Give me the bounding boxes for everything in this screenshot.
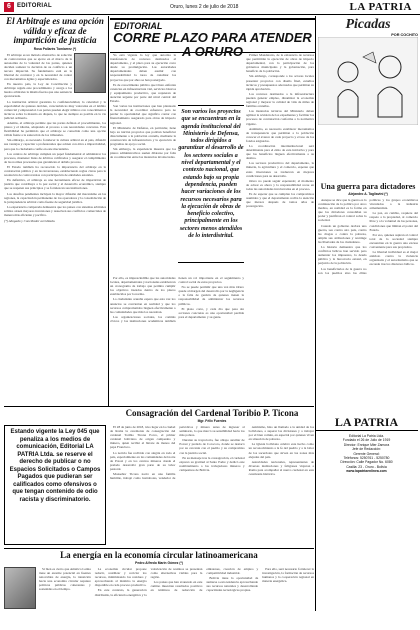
masthead-info	[315, 434, 418, 474]
masthead-line: Jefe de Redacción:	[351, 447, 382, 452]
cartoon-caption: POR COCHITO	[391, 33, 418, 37]
cartoon-illustration	[318, 37, 418, 125]
editorial-pull-quote: Son varios los proyectos que se encuentran en la agenda institucional del Ministerio de Defensa, todos dirigidos a garantizar el desarrollo de los sectores sociales a nivel departamental y el contexto nacional, que estando bajo su propia dependencia, pueden hacer variaciones de los recursos necesarios para la ejecución de obras de beneficio colectivo, principalmente en los sectores menos atendidos de lo interdistrital.	[178, 105, 244, 263]
left-article-body: El arbitraje es un método alternativo de solución de controversias que se ejerce en el marco de la autonomía de la voluntad de las partes, quienes deciden someter la decisión de su conflicto a un tercero imparcial. Su fundamento está en la libertad de contratar y en la necesidad de contar con mecanismos ágiles y especializados. En nuestro país, la Ley de Conciliación y Arbitraje regula este procedimiento y otorga a los laudos arbitrales la misma fuerza que una sentencia ejecutoriada.	[4, 52, 72, 99]
right-article-title: Una guerra para dictadores	[320, 182, 416, 191]
right-article	[318, 182, 418, 410]
cartoon-panel	[318, 17, 418, 132]
masthead-brand: LA PATRIA	[315, 415, 418, 431]
masthead-line: Fundado el 26 de Julio de 1919	[342, 438, 391, 443]
masthead-line: Teléfonos: 5250761 - 5250780	[343, 456, 390, 461]
legal-notice-text: Estando vigente la Ley 045 que penaliza a los medios de comunicación, Editorial LA PATRIA Ltda. se reserve el derecho de publicar o no Espacios Solicitados o Campos Pagados que pudieran ser calificados como ofensivos o que tengan contenido de odio racista y discriminatorio.	[9, 429, 101, 503]
bottom-article-body: Si bien es cierto que América Latina tiene un enorme potencial en fuentes renovables de energía, la transición hacia una economía circular requiere políticas públicas coherentes y sostenidas en el tiempo. La economía circular propone reducir, reutilizar y reciclar los recursos, minimizando los residuos y aprovechando al máximo la energía disponible en cada proceso productivo. En este contexto, la generación distribuida, la eficiencia energética y la valorización de residuos se presentan como alternativas viables para la región. Los países que han avanzado en este camino muestran resultados positivos en términos de reducción de emisiones, creación de empleo y competitividad industrial. Bolivia tiene la oportunidad de sumarse a esta tendencia aprovechando sus recursos naturales y desarrollando capacidades tecnológicas propias. Para ello, será necesario fortalecer la investigación, la formación de recursos humanos y la cooperación regional en materia energética.	[39, 567, 314, 597]
left-article-title: El Arbitraje es una opción válida y eficaz de impartición de justicia	[6, 17, 104, 45]
masthead-line: Gerente General:	[353, 451, 380, 456]
editorial-header	[110, 18, 315, 59]
section-divider	[4, 548, 314, 549]
bottom-article	[4, 550, 314, 628]
author-photo	[74, 53, 106, 93]
center-article-author: Mgr. Félix Fuentes	[197, 419, 227, 423]
masthead-line: Dirección: Calle Pagador No. 6080	[340, 460, 393, 465]
masthead-website: www.lapatriaenlinea.com	[346, 469, 387, 474]
page-header	[0, 0, 420, 15]
editorial-col-3: Primer Mandatario, de la existencia de recursos que permitirán la ejecución de obras de impacto departamental, con la participación de los gobiernos municipales y la gobernación, para beneficio de la población. Sin embargo, corresponde a los actores locales presentar proyectos con diseño final, estudios técnicos y presupuestos adecuados que permitan su rápida aprobación. Los recursos destinados a la infraestructura pueden generar empleo, dinamizar la economía regional y mejorar la calidad de vida de miles de familias orureñas. Las instancias técnicas del Ministerio deben agilizar la revisión de los expedientes y facilitar los procesos de contratación conforme a la normativa vigente. Asimismo, es necesario establecer mecanismos de transparencia que permitan a la población conocer el avance de cada proyecto y el uso de los fondos asignados. La coordinación interinstitucional será determinante para el éxito de esta iniciativa y para que los beneficios lleguen efectivamente a su destino. Los sectores productivos del departamento, la minería, la agricultura y el comercio, esperan que estas inversiones se traduzcan en mejores condiciones para su desarrollo. Oruro no puede seguir esperando; el momento de actuar es ahora y la responsabilidad recae en todas las autoridades involucradas en el proceso. Es de esperar que se cumplan los compromisos asumidos y que el departamento reciba la atención que merece después de tantos años de postergación.	[246, 53, 314, 209]
column-divider	[108, 16, 109, 406]
newspaper-brand: LA PATRIA	[349, 1, 412, 13]
left-article-body-cont: La institución arbitral garantiza la confidencialidad, la celeridad y la especialidad de quienes deciden, características muy valoradas en el ámbito comercial y empresarial. Las partes pueden elegir árbitros con conocimientos técnicos sobre la materia en disputa, lo que no siempre es posible en la vía judicial ordinaria. Además, el arbitraje permite que las partes definan el procedimiento, los plazos y el idioma, adaptando el proceso a sus necesidades concretas. Esta flexibilidad ha permitido que el arbitraje se consolide como una opción válida frente a la saturación de los tribunales. Sin embargo, es necesario fortalecer la cultura arbitral en el país, difundir sus ventajas y capacitar a profesionales que actúen con ética e imparcialidad, para que la ciudadanía confíe en este mecanismo. Los centros de arbitraje cumplen un papel fundamental al administrar los procesos, mantener listas de árbitros calificados y asegurar el cumplimiento de las normas procesales que garantizan el debido proceso. El Estado también ha reconocido la importancia del arbitraje en la contratación pública y en las inversiones, estableciendo reglas claras para la resolución de controversias con participación de entidades estatales. En definitiva, el arbitraje es una herramienta eficaz de impartición de justicia que contribuye a la paz social y al desarrollo económico, siempre que se respeten sus principios y se fortalezcan sus instituciones. Los desafíos pendientes incluyen la mayor difusión del mecanismo en las regiones, la capacitación permanente de los operadores y la consolidación de la jurisprudencia arbitral como fuente de seguridad jurídica. La experiencia comparada demuestra que los países con sistemas arbitrales sólidos atraen mayores inversiones y resuelven sus conflictos comerciales de manera más eficiente y pacífica.	[4, 99, 106, 217]
bottom-article-author: Pedro Alfredo Marin Gómez (*)	[135, 561, 183, 565]
center-article-body: El 28 de junio de 2018, tuvo lugar en la ciudad de Roma la ceremonia de consagración del cardenal Toribio Ticona Porco, el primer cardenal boliviano de origen campesino y minero, quien recibió el birrete de manos del papa Francisco. La noticia fue recibida con alegría en todo el país, especialmente en las comunidades del norte de Potosí y en los centros mineros donde el prelado desarrolló gran parte de su labor pastoral. Monseñor Ticona nació en una familia humilde, trabajó como lustrabotas, vendedor de periódicos y minero antes de ingresar al seminario, lo que marcó su sensibilidad hacia los más pobres. Durante su trayectoria, fue obispo auxiliar de Potosí y prelado de Corocoro, donde se destacó por su cercanía con el pueblo y su compromiso con la justicia social. En su mensaje tras la consagración, el cardenal expresó su gratitud al Santo Padre y dedicó este nombramiento a los trabajadores mineros y campesinos de Bolivia. Asimismo, hizo un llamado a la unidad de los bolivianos, a superar las divisiones y a trabajar por el bien común, en especial por quienes viven en situación de pobreza. La Iglesia boliviana celebró este hecho como un reconocimiento a la fe del pueblo y a la labor de los sacerdotes que sirven en las zonas más alejadas del país. Autoridades nacionales, representantes de diversas instituciones y feligreses viajaron a Roma para acompañar al nuevo cardenal en esta ceremonia histórica.	[110, 425, 314, 481]
left-article-footnote: (*) Abogado y Conciliador acreditado.	[4, 219, 56, 224]
masthead-line: Editorial La Patria Ltda.	[348, 434, 385, 438]
cartoon-title: Picadas	[345, 17, 391, 32]
editorial-label: EDITORIAL	[114, 21, 163, 31]
bottom-article-title: La energía en la economía circular latinoamericana	[60, 550, 258, 560]
editorial-title: CORRE PLAZO PARA ATENDER A ORURO	[113, 30, 312, 59]
masthead-line: Casilla: 23 - Oruro - Bolivia	[346, 464, 387, 469]
center-article-title: Consagración del Cardenal Toribio P. Ticona	[125, 408, 299, 418]
editorial-col-1: Ya está vigente la ley que autoriza la transferencia de recursos destinados al departamento, y el plazo para su ejecución corre desde su promulgación. Las autoridades departamentales deben asumir con responsabilidad la tarea de canalizar los proyectos que por años se han postergado. Es de conocimiento público que Oruro enfrenta carencias en infraestructura vial, servicios básicos y equipamiento productivo, que requieren de atención urgente por parte del nivel central del Estado. Son varias las instituciones que han planteado la necesidad de coordinar esfuerzos para no perder la oportunidad que significa contar con financiamiento asegurado para obras de impacto regional. El Ministerio de Defensa, en particular, tiene bajo su tuición proyectos que podrían beneficiar directamente a la población orureña, mediante la construcción de infraestructura y la ejecución de programas de apoyo social. Sin embargo, la experiencia muestra que los plazos administrativos suelen dilatarse por falta de coordinación entre las instancias involucradas.	[110, 53, 176, 160]
bottom-author-photo	[4, 567, 36, 609]
left-article	[4, 17, 106, 422]
legal-notice-ad	[4, 425, 106, 545]
masthead-line: Director: Enrique Mier Zamora	[343, 442, 390, 447]
issue-date: Oruro, lunes 2 de julio de 2018	[170, 4, 239, 10]
column-divider	[315, 16, 316, 611]
center-article	[110, 408, 314, 548]
page-number: 6	[4, 2, 14, 12]
left-article-author: Rosa Pallarés Tomiarrez (*)	[33, 46, 77, 51]
editorial-col-2: Por ello, es imprescindible que las autoridades locales, departamentales y nacionales establezcan un cronograma de trabajo que permita cumplir los objetivos trazados dentro de los plazos establecidos por la norma. La ciudadanía orureña espera que esta vez los anuncios se conviertan en realidad y que los recursos comprometidos lleguen efectivamente a las comunidades que más los necesitan. Las organizaciones sociales, los comités cívicos y las instituciones académicas también tienen un rol importante en el seguimiento y control social de estos proyectos. No se puede permitir que una vez más Oruro quede al margen del desarrollo por la negligencia o la falta de gestión de quienes tienen la responsabilidad de administrar los recursos públicos. El plazo corre, y cada día que pasa sin acciones concretas es una oportunidad perdida para el departamento y su gente.	[110, 276, 244, 323]
section-divider	[4, 406, 314, 407]
right-article-author: Alejandro A. Tagliavini (*)	[348, 192, 388, 196]
right-article-body: Aunque se dice que la guerra es la continuación de la política por otros medios, en realidad es la forma en que los dictadores consolidan su poder y justifican el control sobre la sociedad. Cuando un gobierno declara una guerra, sea contra otro país, contra las drogas o contra la pobreza, amplía sus atribuciones y restringe las libertades de los ciudadanos. La historia demuestra que los conflictos bélicos han servido para aumentar los impuestos, la deuda pública y la burocracia estatal, en perjuicio de la población. Los beneficiarios de la guerra no son los pueblos sino las élites políticas y los grupos económicos vinculados a la industria armamentista. La paz, en cambio, requiere del respeto a la propiedad, al comercio libre y a la voluntad de las personas, condiciones que limitan el poder del Estado. Por eso, quienes aspiran al control total de la sociedad siempre encuentran en la guerra una excusa conveniente para sus propósitos. La libertad individual es el mejor antídoto contra la violencia organizada y el autoritarismo que se esconde tras los discursos bélicos.	[318, 198, 418, 275]
section-label: EDITORIAL	[17, 3, 52, 9]
